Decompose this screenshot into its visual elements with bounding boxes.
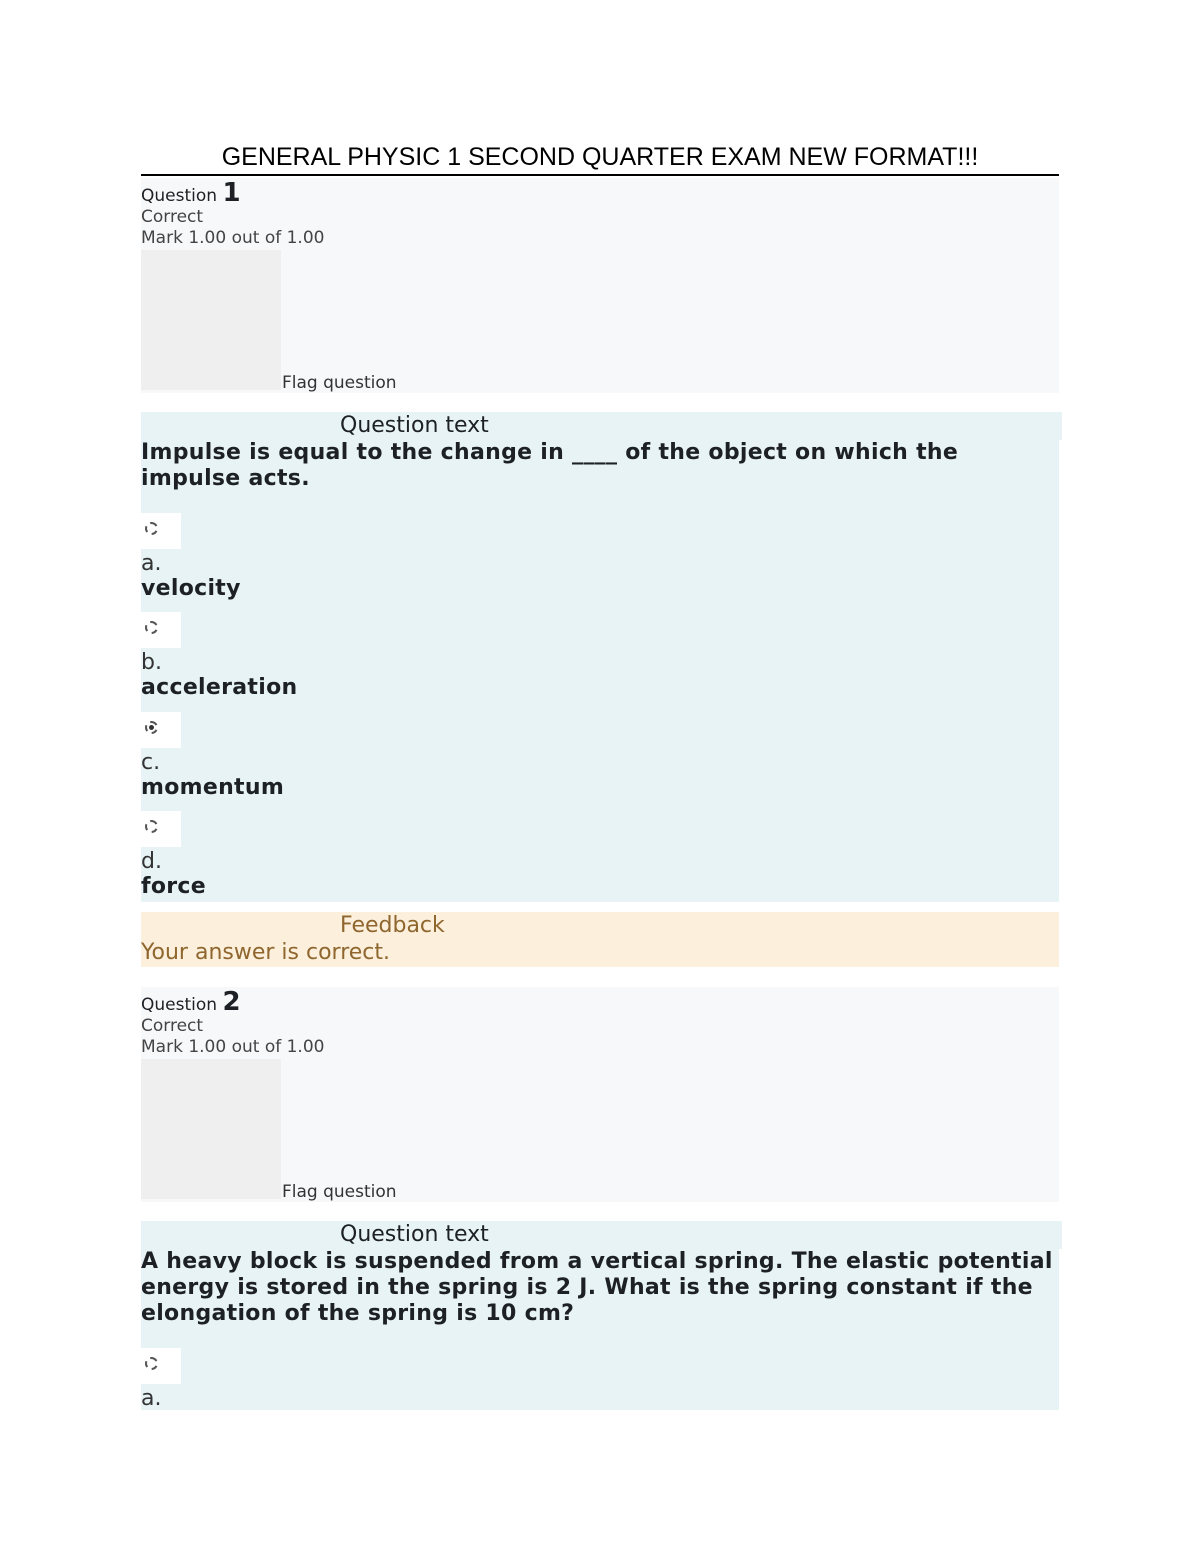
- radio-button[interactable]: [141, 712, 181, 748]
- flag-question-link[interactable]: Flag question: [282, 373, 397, 393]
- question-1-feedback: [141, 912, 1059, 967]
- option-letter: c.: [141, 750, 161, 775]
- radio-button[interactable]: [141, 612, 181, 648]
- question-text: A heavy block is suspended from a vertical spring. The elastic potential energy is stored in the spring is 2 J. What is the spring constant if the elongation of the spring is 10 cm?: [141, 1249, 1053, 1326]
- radio-icon[interactable]: [145, 1357, 158, 1370]
- option-answer[interactable]: momentum: [141, 775, 285, 800]
- option-letter: b.: [141, 650, 162, 675]
- radio-selected-icon[interactable]: [145, 721, 158, 734]
- feedback-text: Your answer is correct.: [141, 940, 391, 965]
- option-answer[interactable]: acceleration: [141, 675, 298, 700]
- option-answer[interactable]: force: [141, 874, 206, 899]
- flag-icon[interactable]: [141, 1059, 281, 1199]
- radio-button[interactable]: [141, 1348, 181, 1384]
- question-text-heading: Question text: [340, 1221, 1062, 1249]
- question-label: Question: [141, 186, 218, 206]
- question-label: Question: [141, 995, 218, 1015]
- question-2-content: [141, 1221, 1059, 1410]
- question-number-value: 1: [222, 178, 241, 208]
- radio-icon[interactable]: [145, 621, 158, 634]
- question-state: Correct: [141, 207, 204, 227]
- question-1-content: [141, 412, 1059, 902]
- radio-icon[interactable]: [145, 522, 158, 535]
- question-grade: Mark 1.00 out of 1.00: [141, 228, 325, 248]
- question-state: Correct: [141, 1016, 204, 1036]
- question-number-value: 2: [222, 987, 241, 1017]
- option-letter: a.: [141, 551, 162, 576]
- question-2-info: [141, 987, 1059, 1202]
- radio-icon[interactable]: [145, 820, 158, 833]
- radio-button[interactable]: [141, 811, 181, 847]
- question-text: Impulse is equal to the change in ____ of the object on which the impulse acts.: [141, 440, 959, 491]
- radio-button[interactable]: [141, 513, 181, 549]
- option-answer[interactable]: velocity: [141, 576, 241, 601]
- feedback-heading: Feedback: [340, 913, 445, 938]
- document-title: GENERAL PHYSIC 1 SECOND QUARTER EXAM NEW FORMAT!!!: [141, 140, 1059, 176]
- option-letter: d.: [141, 849, 162, 874]
- option-letter: a.: [141, 1386, 162, 1411]
- flag-icon[interactable]: [141, 250, 281, 390]
- question-text-heading: Question text: [340, 412, 1062, 440]
- flag-question-link[interactable]: Flag question: [282, 1182, 397, 1202]
- question-grade: Mark 1.00 out of 1.00: [141, 1037, 325, 1057]
- question-1-info: [141, 178, 1059, 393]
